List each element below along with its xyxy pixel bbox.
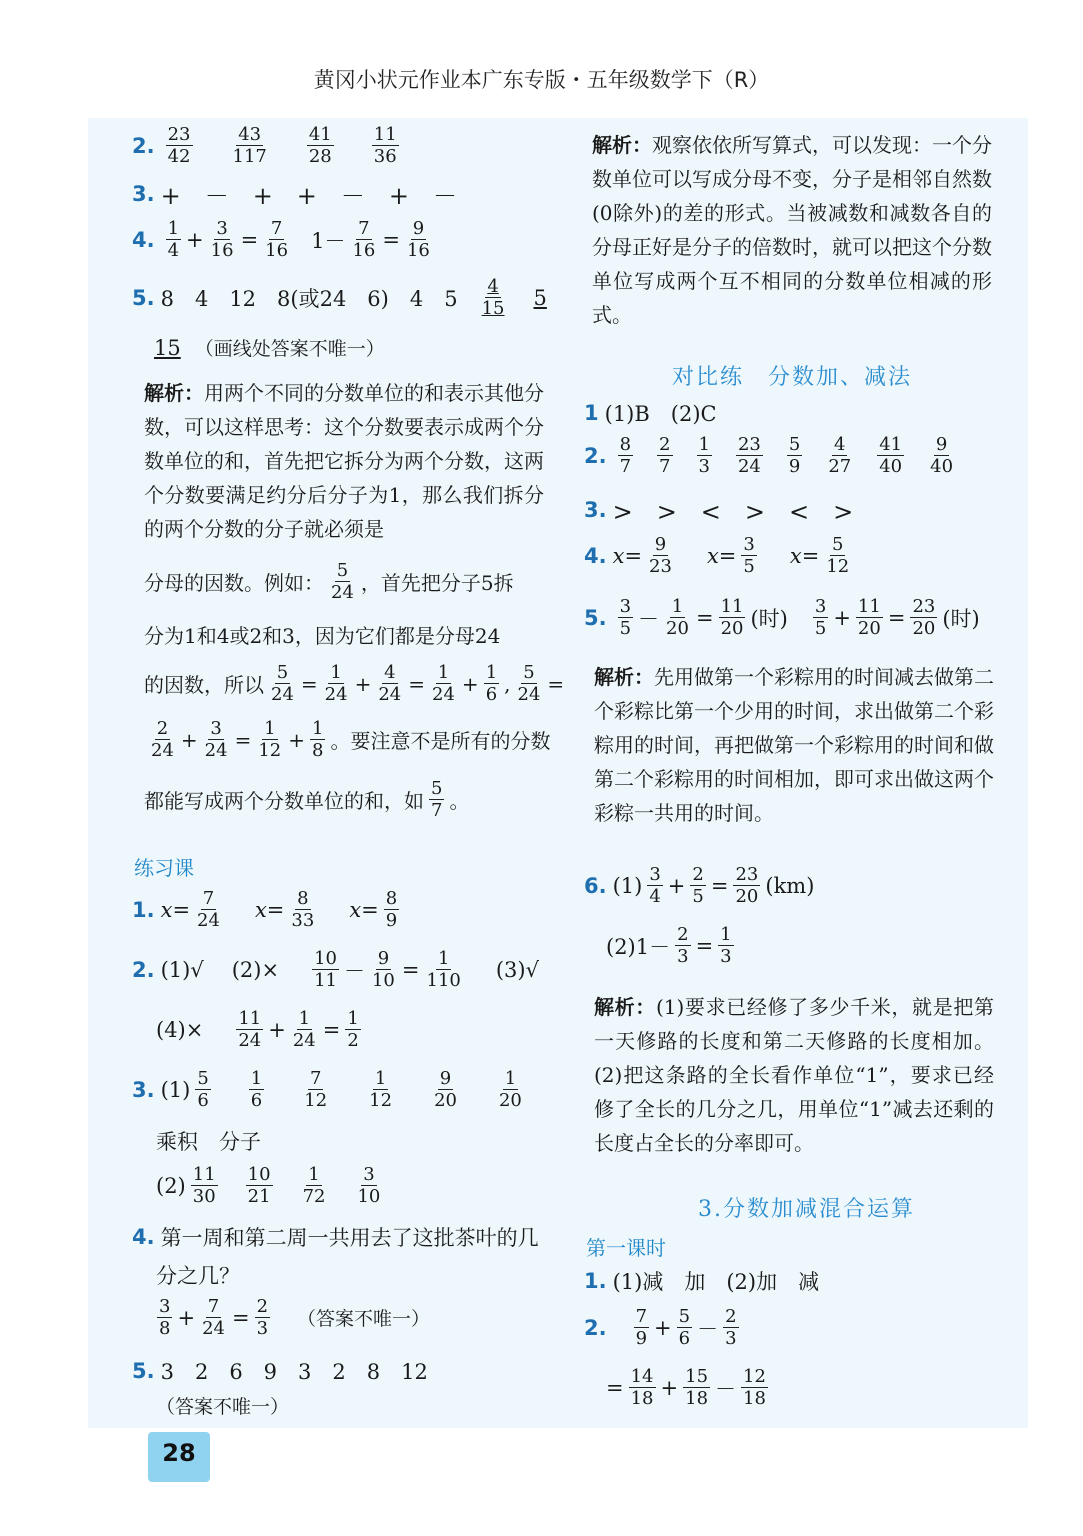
section-duibi: 对比练 分数加、减法: [672, 365, 913, 390]
lesson-2-step: = $\frac{14}{18}$ + $\frac{15}{18}$ － $\frac{12}{18}$: [606, 1366, 766, 1409]
practice-4: 4. 第一周和第二周一共用去了这批茶叶的几: [132, 1225, 539, 1250]
analysis-1: 解析：用两个不同的分数单位的和表示其他分数，可以这样思考：这个分数要表示成两个分数单位的和，首先把它拆分为两个分数，这两个分数要满足约分后分子为1，那么我们拆分的两个分数的分子就必须是: [144, 381, 544, 541]
practice-2: 2. (1)√ (2)× $\frac{10}{11}$ － $\frac{9}{10}$ = $\frac{1}{110}$ (3)√: [132, 948, 539, 991]
practice-4-answer: $\frac{3}{8}$ + $\frac{7}{24}$ = $\frac{2}{3}$ （答案不唯一）: [159, 1296, 431, 1339]
subsection-first-lesson: 第一课时: [586, 1236, 666, 1260]
lesson-1: 1. (1)减 加 (2)加 减: [584, 1269, 820, 1294]
section-lianxi: 练习课: [134, 856, 194, 880]
compare-4: 4. x = $\frac{9}{23}$ x = $\frac{3}{5}$ x = $\frac{5}{12}$: [584, 534, 850, 577]
practice-5-note: （答案不唯一）: [156, 1396, 290, 1418]
page-number: 28: [148, 1432, 210, 1482]
practice-3: 3. (1) $\frac{5}{6}$ $\frac{1}{6}$ $\frac{7}{12}$ $\frac{1}{12}$ $\frac{9}{20}$ $\frac{1}{20}$: [132, 1068, 522, 1111]
answer-4: 4. $\frac{1}{4}$ + $\frac{3}{16}$ = $\frac{7}{16}$ 1－ $\frac{7}{16}$ = $\frac{9}{16}$: [132, 218, 430, 261]
practice-4-cont: 分之几？: [156, 1264, 240, 1288]
section-3-title: 3.分数加减混合运算: [698, 1197, 915, 1222]
analysis-0: 解析：观察依依所写算式，可以发现：一个分数单位可以写成分母不变，分子是相邻自然数(0除外)的差的形式。当被减数和减数各自的分母正好是分子的倍数时，就可以把这个分数单位写成两个互不相同的分数单位相减的形式。: [592, 133, 992, 327]
analysis-1-line3: 分为1和4或2和3，因为它们都是分母24: [144, 624, 501, 648]
page-header: 黄冈小状元作业本广东专版・五年级数学下（R）: [313, 68, 770, 92]
analysis-3: 解析：(1)要求已经修了多少千米，就是把第一天修路的长度和第二天修路的长度相加。(2)把这条路的全长看作单位“1”，要求已经修了全长的几分之几，用单位“1”减去还剩的长度占全长的分率即可。: [594, 995, 994, 1155]
answer-5-cont: 15 （画线处答案不唯一）: [154, 335, 385, 360]
compare-6: 6. (1) $\frac{3}{4}$ + $\frac{2}{5}$ = $\frac{23}{20}$ (km): [584, 864, 815, 907]
compare-5: 5. $\frac{3}{5}$ － $\frac{1}{20}$ = $\frac{11}{20}$ (时) $\frac{3}{5}$ + $\frac{11}{20}$ = $\frac{23}{20}$ (时): [584, 596, 980, 639]
compare-6-part2: (2)1－ $\frac{2}{3}$ = $\frac{1}{3}$: [606, 924, 732, 967]
analysis-1-line4: 的因数，所以 $\frac{5}{24}$ = $\frac{1}{24}$ + $\frac{4}{24}$ = $\frac{1}{24}$ + $\frac{1}{6}$ , $\frac{5}{24}$ =: [144, 662, 565, 705]
analysis-1-line2: 分母的因数。例如： $\frac{5}{24}$ ，首先把分子5拆: [144, 560, 514, 603]
compare-1: 1 (1)B (2)C: [584, 401, 717, 426]
practice-3-words: 乘积 分子: [156, 1130, 261, 1154]
practice-3-part2: (2) $\frac{11}{30}$ $\frac{10}{21}$ $\frac{1}{72}$ $\frac{3}{10}$: [156, 1164, 381, 1207]
compare-3: 3. > > < > < >: [584, 497, 854, 526]
fraction: $\frac{41}{28}$: [308, 124, 332, 167]
practice-2-cont: (4)× $\frac{11}{24}$ + $\frac{1}{24}$ = $\frac{1}{2}$: [156, 1008, 359, 1051]
practice-5: 5. 3 2 6 9 3 2 8 12: [132, 1359, 428, 1384]
analysis-1-line5: $\frac{2}{24}$ + $\frac{3}{24}$ = $\frac{1}{12}$ + $\frac{1}{8}$ 。要注意不是所有的分数: [151, 718, 551, 761]
signs: + － + + － + －: [160, 182, 458, 210]
fraction: $\frac{11}{36}$: [373, 124, 397, 167]
answer-2: [132, 124, 404, 167]
answer-3: 3. + － + + － + －: [132, 176, 457, 211]
analysis-1-line6: 都能写成两个分数单位的和，如 $\frac{5}{7}$ 。: [144, 778, 470, 821]
compare-2: 2. $\frac{8}{7}$ $\frac{2}{7}$ $\frac{1}{3}$ $\frac{23}{24}$ $\frac{5}{9}$ $\frac{4}{27}$ $\frac{41}{40}$ $\frac{9}{40}$: [584, 434, 954, 477]
lesson-2: 2. $\frac{7}{9}$ + $\frac{5}{6}$ － $\frac{2}{3}$: [584, 1306, 737, 1349]
answer-5: 5. 8 4 12 8(或24 6) 4 5 $\frac{4}{15}$ 5: [132, 276, 547, 319]
item-number: 2.: [132, 133, 155, 158]
analysis-2: 解析：先用做第一个彩粽用的时间减去做第二个彩粽比第一个少用的时间，求出做第二个彩粽用的时间，再把做第一个彩粽用的时间和做第二个彩粽用的时间相加，即可求出做这两个彩粽一共用的时间。: [594, 665, 994, 825]
practice-1: 1. x = $\frac{7}{24}$ x = $\frac{8}{33}$ x = $\frac{8}{9}$: [132, 888, 398, 931]
fraction: $\frac{43}{117}$: [232, 124, 267, 167]
time-unit-2: (时): [942, 606, 980, 631]
fraction: $\frac{23}{42}$: [167, 124, 191, 167]
